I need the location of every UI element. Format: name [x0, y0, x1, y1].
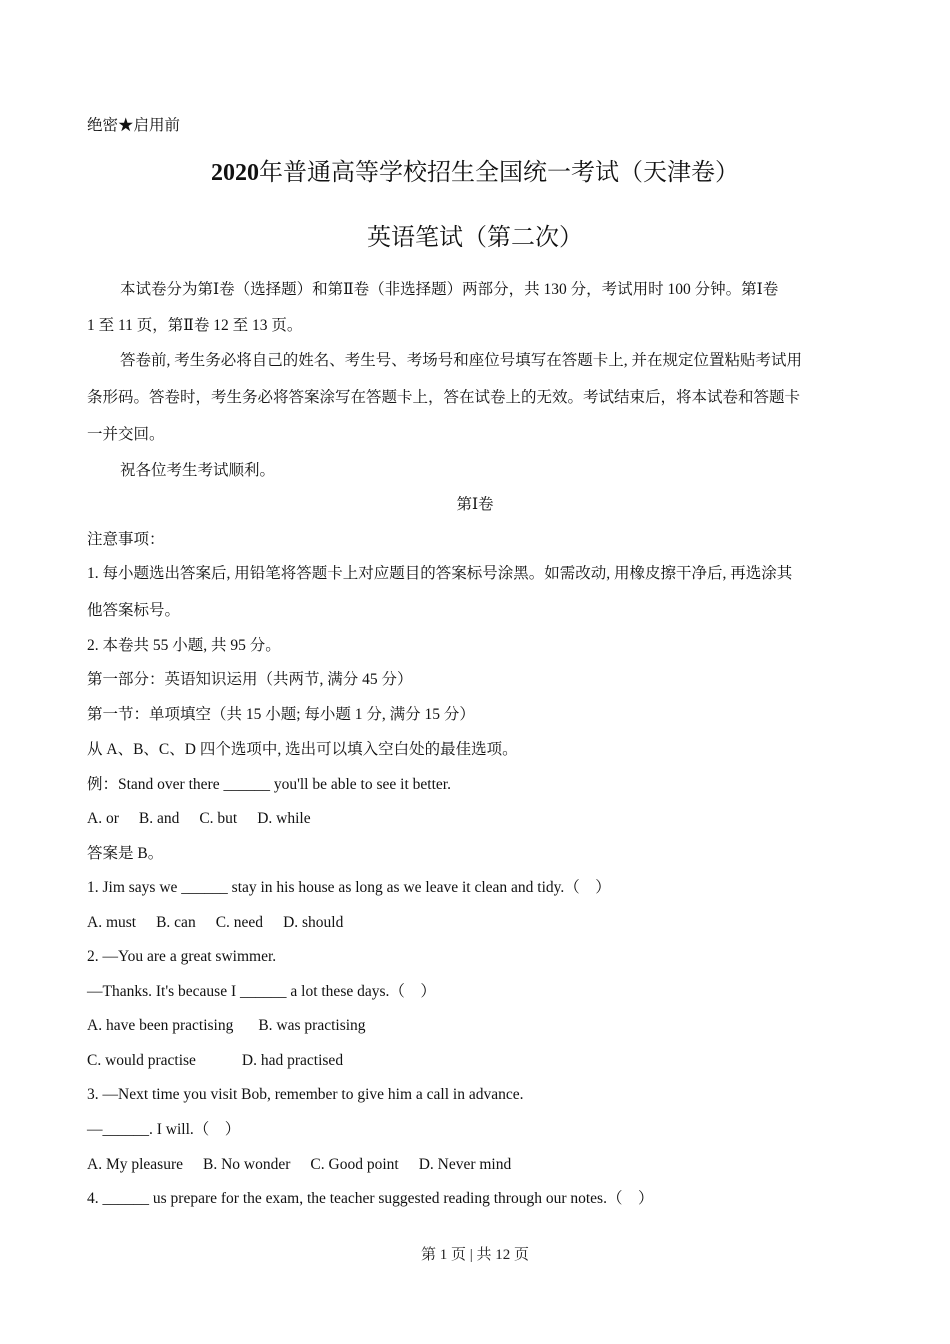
exam-title-text: 年普通高等学校招生全国统一考试（天津卷）: [259, 160, 739, 186]
question-2-line-1: 2. —You are a great swimmer.: [87, 948, 277, 965]
intro-paragraph-3: 祝各位考生考试顺利。: [120, 462, 276, 479]
notes-heading: 注意事项：: [87, 531, 165, 548]
question-2-options-row-2: [87, 1051, 343, 1071]
section-1-heading: 第一节：单项填空（共 15 小题; 每小题 1 分, 满分 15 分）: [87, 706, 475, 723]
example-answer: 答案是 B。: [87, 845, 164, 862]
example-options: [87, 809, 311, 829]
question-2-option-a: A. have been practising: [87, 1017, 234, 1034]
example-stem: 例：Stand over there ______ you'll be able to see it better.: [87, 776, 451, 793]
question-3-option-b: B. No wonder: [203, 1156, 291, 1173]
confidential-label: 绝密★启用前: [87, 117, 181, 134]
question-2-option-c: C. would practise: [87, 1052, 196, 1069]
question-3-option-a: A. My pleasure: [87, 1156, 183, 1173]
note-1-line-1: 1. 每小题选出答案后, 用铅笔将答题卡上对应题目的答案标号涂黑。如需改动, 用橡皮擦干净后, 再选涂其: [87, 565, 793, 582]
part-1-heading: 第一部分：英语知识运用（共两节, 满分 45 分）: [87, 671, 413, 688]
volume-title: 第Ⅰ卷: [456, 496, 494, 513]
example-option-d: D. while: [257, 810, 311, 827]
intro-paragraph-1-line-1: 本试卷分为第Ⅰ卷（选择题）和第Ⅱ卷（非选择题）两部分，共 130 分，考试用时 100 分钟。第Ⅰ卷: [120, 281, 779, 298]
intro-paragraph-2-line-1: 答卷前, 考生务必将自己的姓名、考生号、考场号和座位号填写在答题卡上, 并在规定位置粘贴考试用: [120, 352, 803, 369]
instruction: 从 A、B、C、D 四个选项中, 选出可以填入空白处的最佳选项。: [87, 741, 518, 758]
example-option-b: B. and: [138, 810, 180, 827]
exam-subtitle: 英语笔试（第二次）: [367, 225, 583, 251]
question-3-line-2: —______. I will.（ ）: [87, 1121, 241, 1138]
question-3-options: [87, 1155, 511, 1175]
note-2: 2. 本卷共 55 小题, 共 95 分。: [87, 637, 281, 654]
question-2-option-d: D. had practised: [241, 1052, 344, 1069]
example-option-c: C. but: [199, 810, 238, 827]
question-1-stem: 1. Jim says we ______ stay in his house as long as we leave it clean and tidy.（ ）: [87, 879, 611, 896]
question-4-stem: 4. ______ us prepare for the exam, the teacher suggested reading through our notes.（ ）: [87, 1190, 654, 1207]
intro-paragraph-1-line-2: 1 至 11 页，第Ⅱ卷 12 至 13 页。: [87, 317, 303, 334]
question-2-line-2: —Thanks. It's because I ______ a lot these days.（ ）: [87, 983, 436, 1000]
question-2-option-b: B. was practising: [258, 1017, 366, 1034]
question-1-option-a: A. must: [87, 914, 137, 931]
exam-title-year: 2020: [211, 160, 259, 186]
question-3-option-d: D. Never mind: [418, 1156, 512, 1173]
exam-title: [0, 158, 950, 188]
page-footer: 第 1 页 | 共 12 页: [420, 1247, 529, 1263]
note-1-line-2: 他答案标号。: [87, 602, 181, 619]
question-1-option-b: B. can: [156, 914, 196, 931]
question-3-line-1: 3. —Next time you visit Bob, remember to give him a call in advance.: [87, 1086, 524, 1103]
intro-paragraph-2-line-2: 条形码。答卷时，考生务必将答案涂写在答题卡上，答在试卷上的无效。考试结束后，将本试卷和答题卡: [87, 389, 801, 406]
intro-paragraph-2-line-3: 一并交回。: [87, 426, 165, 443]
question-1-option-c: C. need: [215, 914, 264, 931]
question-3-option-c: C. Good point: [310, 1156, 399, 1173]
question-1-options: [87, 913, 343, 933]
question-1-option-d: D. should: [283, 914, 344, 931]
example-option-a: A. or: [87, 810, 119, 827]
question-2-options-row-1: [87, 1016, 366, 1036]
